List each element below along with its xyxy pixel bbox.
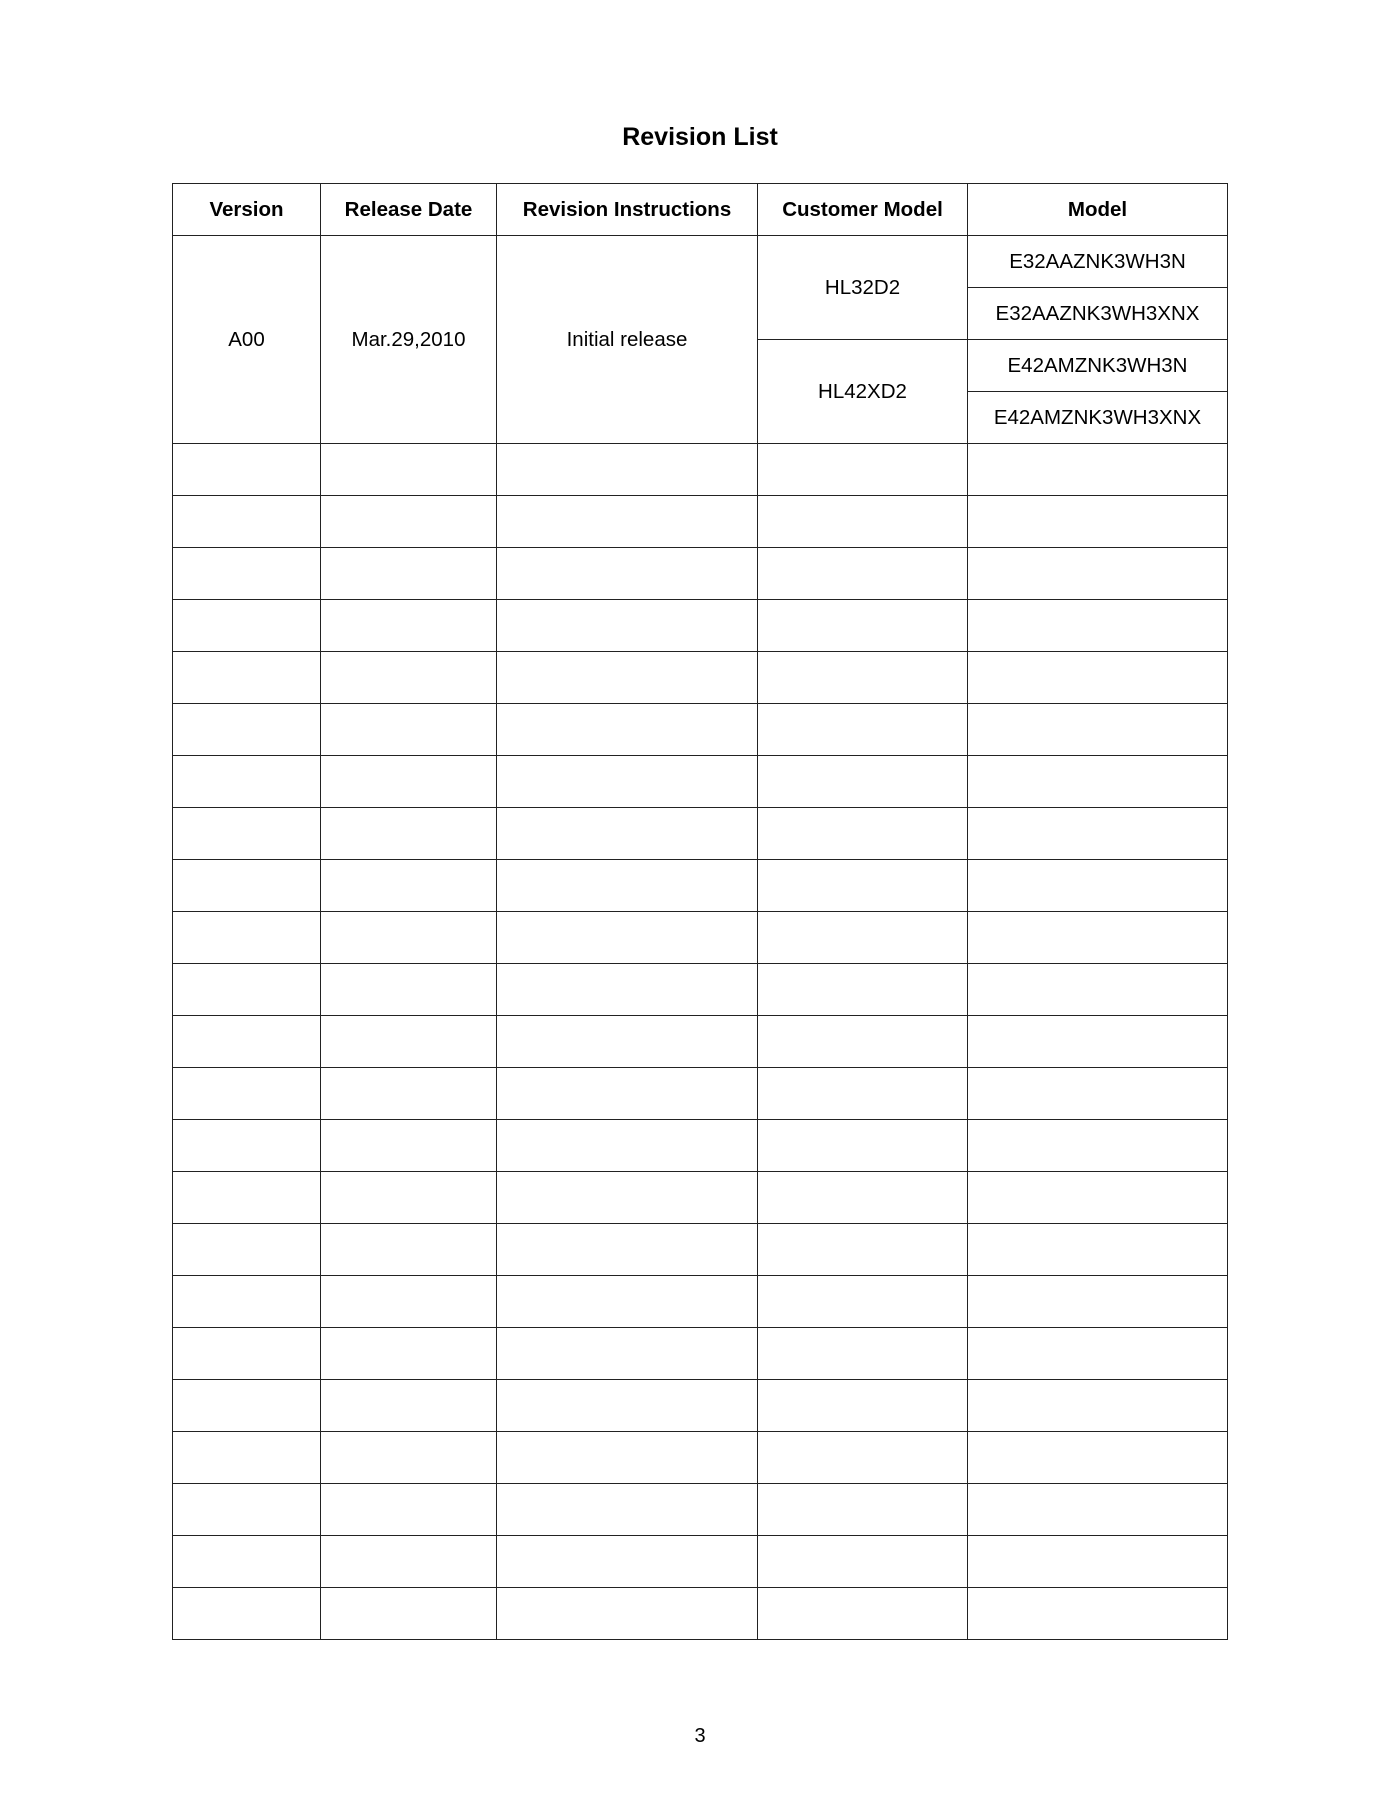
model-cell: E32AAZNK3WH3N	[968, 236, 1228, 288]
empty-cell	[497, 496, 758, 548]
empty-table-row	[173, 1484, 1228, 1536]
empty-cell	[321, 1328, 497, 1380]
empty-cell	[758, 652, 968, 704]
empty-cell	[321, 964, 497, 1016]
empty-cell	[497, 600, 758, 652]
empty-cell	[497, 548, 758, 600]
empty-table-row	[173, 912, 1228, 964]
empty-cell	[968, 1328, 1228, 1380]
empty-cell	[758, 1068, 968, 1120]
empty-cell	[321, 1588, 497, 1640]
empty-cell	[968, 1432, 1228, 1484]
empty-cell	[758, 1224, 968, 1276]
empty-cell	[497, 1588, 758, 1640]
empty-cell	[173, 1380, 321, 1432]
header-version: Version	[173, 184, 321, 236]
model-cell: E42AMZNK3WH3N	[968, 340, 1228, 392]
empty-cell	[497, 1016, 758, 1068]
empty-cell	[968, 1484, 1228, 1536]
empty-cell	[758, 912, 968, 964]
empty-cell	[968, 496, 1228, 548]
empty-cell	[173, 444, 321, 496]
empty-cell	[497, 964, 758, 1016]
empty-cell	[758, 600, 968, 652]
empty-cell	[321, 1016, 497, 1068]
header-row	[173, 184, 1228, 236]
empty-cell	[173, 548, 321, 600]
empty-cell	[497, 704, 758, 756]
empty-cell	[321, 1276, 497, 1328]
empty-cell	[321, 1484, 497, 1536]
empty-cell	[497, 860, 758, 912]
empty-cell	[173, 1276, 321, 1328]
empty-cell	[497, 1120, 758, 1172]
empty-cell	[173, 1432, 321, 1484]
empty-cell	[173, 704, 321, 756]
empty-cell	[758, 1380, 968, 1432]
empty-table-row	[173, 1276, 1228, 1328]
empty-cell	[321, 1172, 497, 1224]
empty-table-row	[173, 1120, 1228, 1172]
model-cell: E32AAZNK3WH3XNX	[968, 288, 1228, 340]
empty-cell	[497, 444, 758, 496]
empty-cell	[968, 1224, 1228, 1276]
empty-cell	[968, 704, 1228, 756]
empty-cell	[321, 1068, 497, 1120]
empty-table-row	[173, 1380, 1228, 1432]
empty-table-row	[173, 652, 1228, 704]
empty-cell	[758, 496, 968, 548]
empty-cell	[321, 444, 497, 496]
empty-cell	[758, 964, 968, 1016]
empty-cell	[758, 808, 968, 860]
customer-model-cell: HL42XD2	[758, 340, 968, 444]
empty-cell	[321, 600, 497, 652]
empty-cell	[321, 1120, 497, 1172]
empty-cell	[497, 1328, 758, 1380]
empty-cell	[321, 860, 497, 912]
header-customer-model: Customer Model	[758, 184, 968, 236]
empty-cell	[497, 808, 758, 860]
empty-cell	[321, 1224, 497, 1276]
empty-cell	[173, 1588, 321, 1640]
empty-table-row	[173, 860, 1228, 912]
empty-cell	[173, 1328, 321, 1380]
empty-cell	[321, 496, 497, 548]
empty-cell	[758, 444, 968, 496]
revision-table	[172, 183, 1228, 1640]
empty-cell	[758, 704, 968, 756]
empty-cell	[497, 1068, 758, 1120]
empty-cell	[968, 1380, 1228, 1432]
empty-cell	[968, 1536, 1228, 1588]
empty-cell	[173, 808, 321, 860]
empty-cell	[321, 1432, 497, 1484]
empty-table-row	[173, 964, 1228, 1016]
header-revision-instructions: Revision Instructions	[497, 184, 758, 236]
empty-table-row	[173, 1224, 1228, 1276]
empty-cell	[758, 1276, 968, 1328]
table-row	[173, 236, 1228, 288]
empty-table-row	[173, 496, 1228, 548]
empty-table-row	[173, 600, 1228, 652]
empty-cell	[497, 1276, 758, 1328]
empty-cell	[173, 964, 321, 1016]
empty-cell	[497, 1484, 758, 1536]
empty-cell	[173, 1068, 321, 1120]
empty-cell	[968, 808, 1228, 860]
empty-cell	[968, 1276, 1228, 1328]
empty-cell	[758, 1432, 968, 1484]
empty-cell	[173, 652, 321, 704]
empty-table-row	[173, 1328, 1228, 1380]
empty-cell	[173, 860, 321, 912]
empty-cell	[968, 600, 1228, 652]
customer-model-cell: HL32D2	[758, 236, 968, 340]
empty-cell	[173, 756, 321, 808]
empty-cell	[173, 1484, 321, 1536]
empty-table-row	[173, 1016, 1228, 1068]
empty-cell	[968, 652, 1228, 704]
empty-table-row	[173, 1536, 1228, 1588]
empty-cell	[497, 1172, 758, 1224]
empty-cell	[968, 1588, 1228, 1640]
empty-table-row	[173, 1432, 1228, 1484]
empty-cell	[321, 704, 497, 756]
revision-instructions-cell: Initial release	[497, 236, 758, 444]
empty-cell	[497, 1432, 758, 1484]
empty-cell	[497, 652, 758, 704]
empty-cell	[497, 756, 758, 808]
empty-table-row	[173, 1172, 1228, 1224]
empty-cell	[321, 1380, 497, 1432]
empty-cell	[173, 1120, 321, 1172]
empty-cell	[497, 912, 758, 964]
empty-cell	[497, 1224, 758, 1276]
empty-cell	[173, 1224, 321, 1276]
empty-cell	[173, 1016, 321, 1068]
page-title: Revision List	[622, 123, 778, 151]
empty-cell	[968, 1120, 1228, 1172]
empty-cell	[968, 860, 1228, 912]
empty-cell	[497, 1380, 758, 1432]
empty-cell	[321, 808, 497, 860]
empty-cell	[173, 600, 321, 652]
empty-cell	[173, 1172, 321, 1224]
empty-cell	[321, 756, 497, 808]
empty-cell	[968, 548, 1228, 600]
empty-cell	[173, 496, 321, 548]
empty-table-row	[173, 808, 1228, 860]
empty-cell	[497, 1536, 758, 1588]
empty-cell	[968, 1068, 1228, 1120]
model-cell: E42AMZNK3WH3XNX	[968, 392, 1228, 444]
release-date-cell: Mar.29,2010	[321, 236, 497, 444]
empty-cell	[321, 912, 497, 964]
empty-cell	[968, 1016, 1228, 1068]
empty-cell	[758, 860, 968, 912]
empty-cell	[968, 444, 1228, 496]
empty-cell	[968, 756, 1228, 808]
empty-table-row	[173, 1588, 1228, 1640]
header-release-date: Release Date	[321, 184, 497, 236]
empty-table-row	[173, 756, 1228, 808]
empty-cell	[758, 756, 968, 808]
empty-table-row	[173, 1068, 1228, 1120]
empty-cell	[321, 1536, 497, 1588]
empty-cell	[758, 1016, 968, 1068]
empty-cell	[321, 548, 497, 600]
empty-cell	[968, 912, 1228, 964]
version-cell: A00	[173, 236, 321, 444]
empty-cell	[321, 652, 497, 704]
empty-cell	[173, 1536, 321, 1588]
empty-table-row	[173, 704, 1228, 756]
empty-cell	[758, 1484, 968, 1536]
empty-cell	[968, 964, 1228, 1016]
empty-cell	[758, 1536, 968, 1588]
empty-cell	[758, 1328, 968, 1380]
empty-cell	[758, 1120, 968, 1172]
empty-table-row	[173, 548, 1228, 600]
empty-cell	[758, 1588, 968, 1640]
header-model: Model	[968, 184, 1228, 236]
empty-cell	[758, 548, 968, 600]
empty-cell	[758, 1172, 968, 1224]
empty-cell	[173, 912, 321, 964]
empty-table-row	[173, 444, 1228, 496]
page-number: 3	[694, 1725, 706, 1747]
empty-cell	[968, 1172, 1228, 1224]
